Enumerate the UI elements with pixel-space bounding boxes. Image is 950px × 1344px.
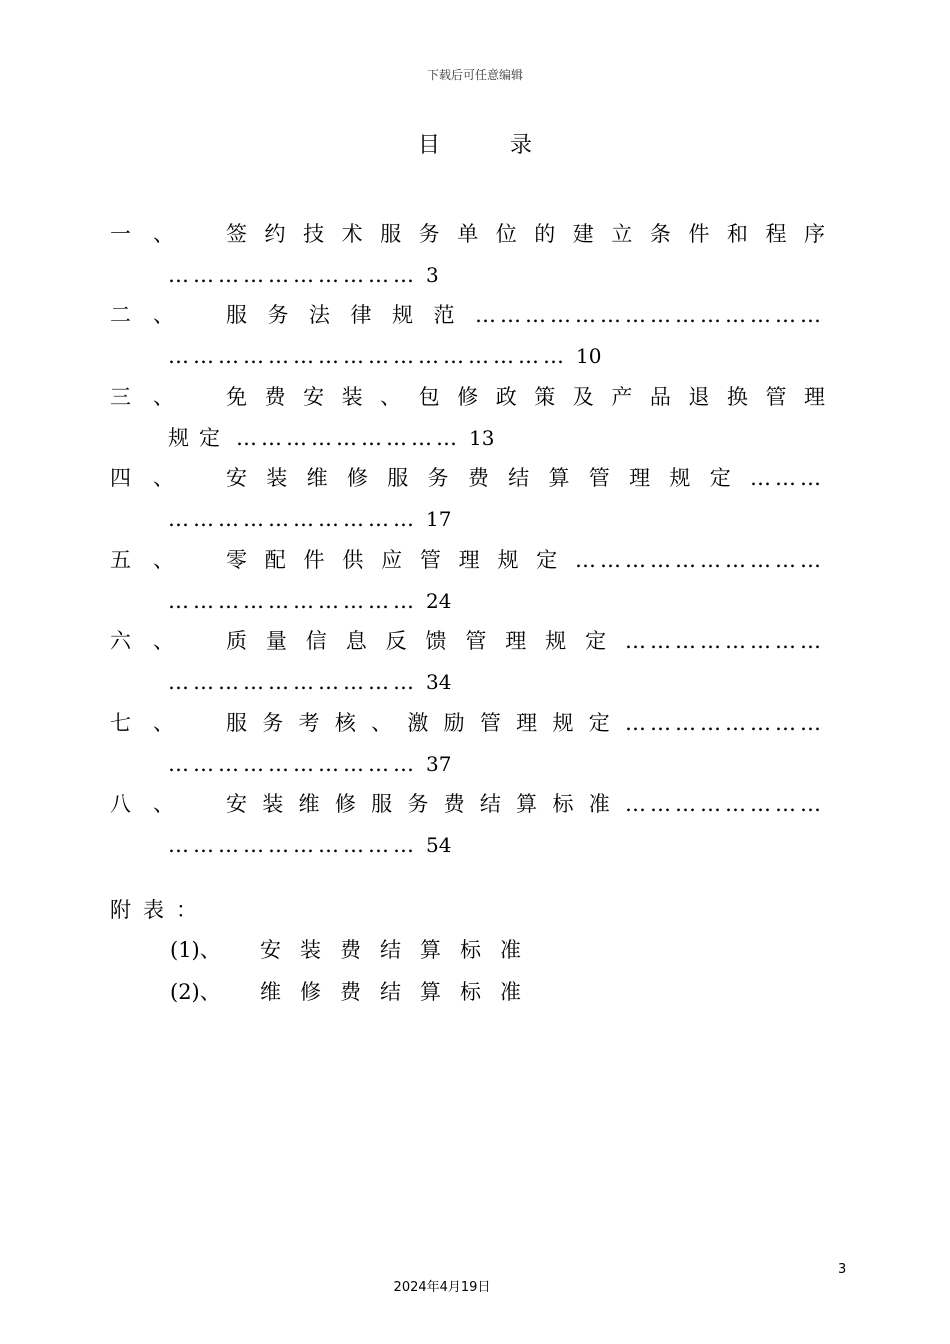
toc-page-number: 3	[426, 263, 439, 287]
toc-leader-dots: …………………………	[168, 507, 418, 531]
toc-entry-number: 三、	[110, 385, 196, 409]
toc-page-number: 54	[426, 833, 452, 857]
toc-entry-number: 七、	[110, 711, 196, 735]
toc-page-number: 17	[426, 507, 452, 531]
toc-entry-number: 六、	[110, 629, 196, 653]
toc-entry-title: 免费安装、包修政策及产品退换管理	[226, 385, 825, 409]
appendix-item-1[interactable]	[170, 934, 540, 964]
title-char-2: 录	[510, 133, 533, 158]
toc-page-number: 34	[426, 670, 452, 694]
appendix-item-index: (1)、	[170, 938, 221, 962]
toc-entry-title: 服务法律规范……………………………………	[226, 303, 825, 327]
toc-entry-number: 一、	[110, 222, 196, 246]
appendix-section	[110, 894, 540, 1004]
toc-page-number: 24	[426, 589, 452, 613]
appendix-item-name: 安装费结算标准	[260, 938, 540, 962]
page-header: 下载后可任意编辑	[426, 68, 523, 82]
toc-entry-title: 安装维修服务费结算管理规定………	[226, 466, 825, 490]
toc-entry-title: 安装维修服务费结算标准……………………	[226, 792, 825, 816]
toc-entry-number: 八、	[110, 792, 196, 816]
appendix-label: 附表：	[110, 898, 209, 922]
appendix-item-index: (2)、	[170, 980, 221, 1004]
toc-page-number: 37	[426, 752, 452, 776]
toc-entry-title-cont: 规定	[168, 426, 230, 450]
page-footer-date: 2024年4月19日	[393, 1280, 491, 1295]
toc-leader-dots: …………………………	[168, 589, 418, 613]
toc-entry-number: 五、	[110, 548, 196, 572]
toc-entry-title: 质量信息反馈管理规定……………………	[226, 629, 825, 653]
toc-entry-title: 服务考核、激励管理规定……………………	[226, 711, 825, 735]
appendix-item-name: 维修费结算标准	[260, 980, 540, 1004]
appendix-item-2[interactable]	[170, 976, 540, 1006]
toc-entry-title: 签约技术服务单位的建立条件和程序	[226, 222, 825, 246]
toc-entry-title: 零配件供应管理规定…………………………	[226, 548, 825, 572]
toc-leader-dots: …………………………	[168, 752, 418, 776]
toc-page-number: 10	[576, 344, 602, 368]
toc-leader-dots: …………………………	[168, 263, 418, 287]
toc-entry-number: 二、	[110, 303, 196, 327]
toc-leader-dots: …………………………………………	[168, 344, 568, 368]
toc-entry-number: 四、	[110, 466, 196, 490]
page-number: 3	[838, 1262, 847, 1277]
toc-page-number: 13	[469, 426, 495, 450]
page-title	[0, 128, 950, 159]
toc-leader-dots: ………………………	[236, 426, 461, 450]
toc-leader-dots: …………………………	[168, 670, 418, 694]
toc-leader-dots: …………………………	[168, 833, 418, 857]
title-char-1: 目	[417, 133, 440, 158]
